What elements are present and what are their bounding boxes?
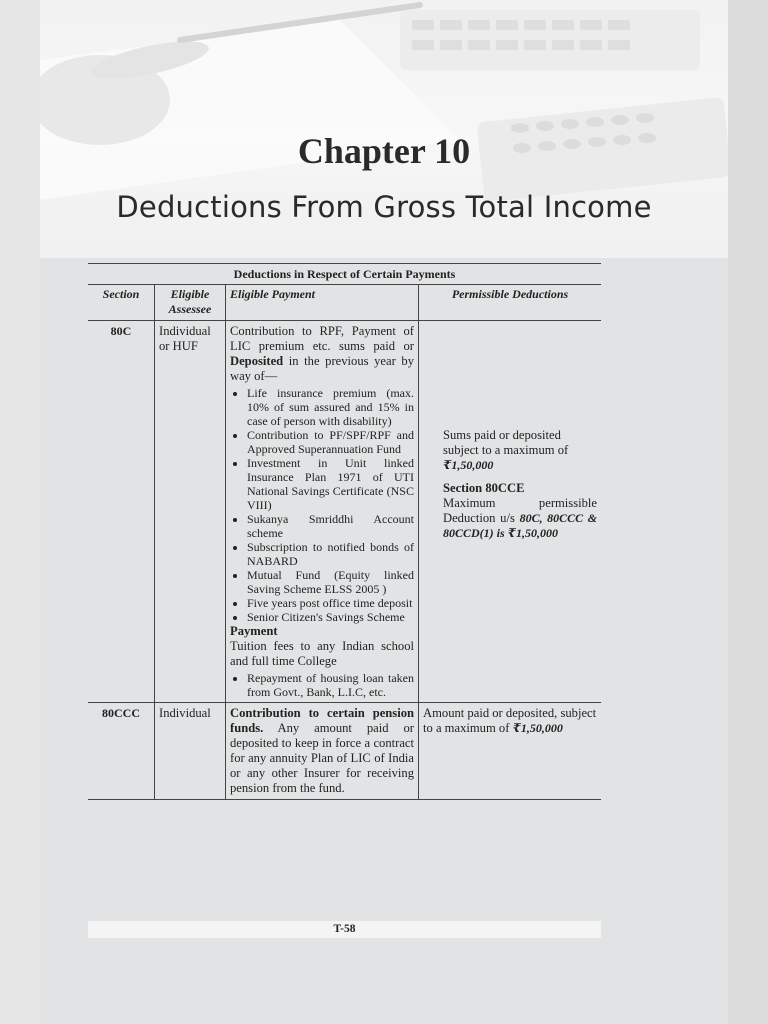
right-margin (728, 0, 768, 1024)
payment-intro-text-2: in the previous year by way of— (230, 354, 414, 383)
left-margin (0, 0, 40, 1024)
list-item: • Senior Citizen's Savings Scheme (247, 610, 414, 624)
table-caption: Deductions in Respect of Certain Payments (88, 263, 601, 285)
cce-description: Maximum permissible Deduction u/s (443, 496, 597, 525)
deduction-amount: ₹1,50,000 (443, 458, 494, 472)
chapter-banner (40, 0, 728, 258)
deduction-text (423, 428, 597, 473)
list-item: • Sukanya Smriddhi Account scheme (247, 512, 414, 540)
deduction-description: Sums paid or deposited subject to a maximum of (443, 428, 569, 457)
list-item: • Investment in Unit linked Insurance Plan 1971 of UTI National Savings Certificate (NSC VIII) (247, 456, 414, 512)
cell-assessee: Individual or HUF (155, 321, 226, 703)
cell-eligible-payment (226, 703, 419, 800)
header-permissible-deductions: Permissible Deductions (419, 285, 602, 321)
deductions-table-wrapper (88, 263, 601, 800)
list-item: • Contribution to PF/SPF/RPF and Approved Superannuation Fund (247, 428, 414, 456)
chapter-subtitle: Deductions From Gross Total Income (116, 190, 652, 224)
header-section: Section (88, 285, 155, 321)
list-item: • Repayment of housing loan taken from Govt., Bank, L.I.C, etc. (247, 671, 414, 699)
payment-bold-lead: Contribution to certain pension funds. (230, 706, 414, 735)
deduction-block (423, 324, 597, 541)
deductions-table (88, 263, 601, 800)
cell-eligible-payment (226, 321, 419, 703)
cell-permissible-deduction (419, 321, 602, 703)
payment-text: Any amount paid or deposited to keep in force a contract for any annuity Plan of LIC of India or any other Insurer for receiving pension from the fund. (230, 721, 414, 795)
table-row (88, 321, 601, 703)
header-eligible-payment: Eligible Payment (226, 285, 419, 321)
list-item: • Five years post office time deposit (247, 596, 414, 610)
payment-bullet-list (230, 386, 414, 624)
payment-bullet-list-2 (230, 671, 414, 699)
deduction-amount: ₹1,50,000 (512, 721, 563, 735)
payment-intro (230, 324, 414, 384)
header-eligible-assessee: Eligible Assessee (155, 285, 226, 321)
section-80cce-text (423, 496, 597, 541)
payment-intro-bold: Deposited (230, 354, 284, 368)
cell-permissible-deduction (419, 703, 602, 800)
deduction-description: Amount paid or deposited, subject to a maximum of (423, 706, 597, 735)
page-number: T-58 (333, 923, 356, 935)
cce-bold-text: 80C, 80CCC & 80CCD(1) is ₹1,50,000 (443, 511, 597, 540)
payment-intro-text: Contribution to RPF, Payment of LIC premium etc. sums paid or (230, 324, 414, 353)
list-item: • Life insurance premium (max. 10% of sum assured and 15% in case of person with disability) (247, 386, 414, 428)
cell-section: 80CCC (88, 703, 155, 800)
chapter-number-title: Chapter 10 (297, 131, 471, 171)
payment-subheading: Payment (230, 624, 278, 638)
list-item: • Mutual Fund (Equity linked Saving Scheme ELSS 2005 ) (247, 568, 414, 596)
table-header-row (88, 285, 601, 321)
cell-section: 80C (88, 321, 155, 703)
payment-tuition-text: Tuition fees to any Indian school and full time College (230, 639, 414, 668)
cell-assessee: Individual (155, 703, 226, 800)
section-80cce-heading: Section 80CCE (443, 481, 525, 495)
list-item: • Subscription to notified bonds of NABARD (247, 540, 414, 568)
page-footer (88, 921, 601, 938)
table-row (88, 703, 601, 800)
